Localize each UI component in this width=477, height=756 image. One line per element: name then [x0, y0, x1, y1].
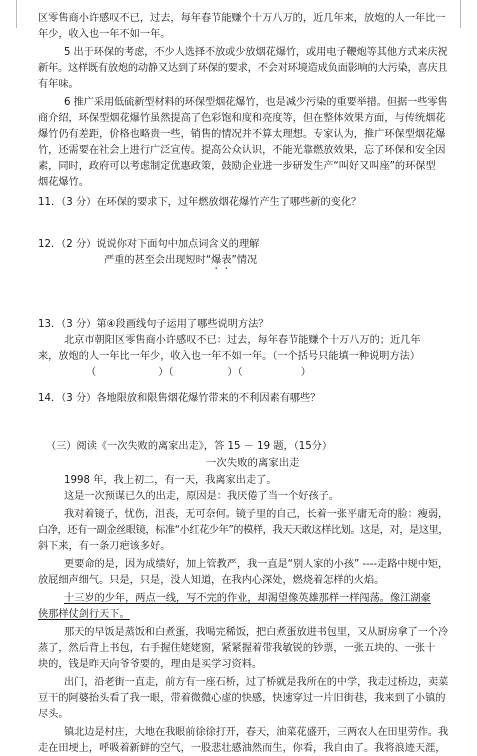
story-title: 一次失败的离家出走: [206, 457, 300, 469]
question-11: 11．（3 分）在环保的要求下，过年燃放烟花爆竹产生了哪些新的变化？: [38, 197, 362, 208]
story-p3-line-2: 白净，还有一副金丝眼镜，标准“小红花少年”的模样，我天天敢这样比划。这是，对，是这里，: [38, 525, 449, 536]
section-3-heading: （三）阅读《一次失败的离家出走》，答 15 － 19 题，（15分）: [46, 441, 333, 452]
para5-line-1: 5 出于环保的考虑，不少人选择不放或少放烟花爆竹，或用电子鞭炮等其他方式来庆祝: [64, 47, 448, 58]
story-p7-line-3: 尽头。: [38, 709, 69, 720]
para4-line-1: 区零售商小许感叹不已，过去，每年春节能赚个十万八万的，近几年来，放炮的人一年比一: [38, 13, 446, 24]
story-p5-line-1-underlined: 十三岁的少年，两点一线，写不完的作业，却渴望像英雄那样一样闯荡。像江湖豪: [64, 593, 431, 604]
blank-open-1: （: [86, 367, 97, 378]
story-p8-line-1: 镇北边是村庄，大地在我眼前徐徐打开，春天，油菜花盛开，三两农人在田里劳作。我: [64, 727, 449, 738]
story-p6-line-2: 蒸了，然后背上书包，右手握住姥姥窗，紧紧握着带我敏锐的钞票，一张五块的、一张十: [38, 643, 436, 654]
story-p8-line-2: 走在田埂上，呼吸着新鲜的空气，一股悲壮感油然而生，你看，我自由了。我将浪迹天涯，: [38, 743, 446, 754]
story-p6-line-1: 那天的早饭是蒸饭和白煮蛋，我喝完稀饭，把白煮蛋放进书包里，又从厨房拿了一个冷: [64, 627, 449, 638]
q12-dotted-word: 爆表: [211, 255, 232, 266]
blank-close: ）: [300, 367, 311, 378]
question-12-sentence: [104, 254, 257, 272]
para6-line-3: 爆竹仍有差距，价格也略贵一些，销售的情况并不算太理想。专家认为，推广环保型烟花爆: [38, 129, 446, 140]
story-p5-line-2-underlined: 侠那样仗剑行天下。: [38, 609, 130, 620]
question-12: 12．（2 分）说说你对下面句中加点词含义的理解: [38, 239, 260, 250]
story-p7-line-1: 出门，沿老街一直走，前方有一座石桥，过了桥就是我所在的中学，我走过桥边，卖菜: [64, 677, 449, 688]
story-p2: 这是一次预谋已久的出走，原因是：我厌倦了当一个好孩子。: [64, 491, 340, 502]
para5-line-2: 新年。这样既有放炮的动静又达到了环保的要求，不会对环境造成负面影响的大污染，喜庆且: [38, 63, 448, 74]
question-14: 14．（3 分）各地限放和限售烟花爆竹带来的不利因素有哪些？: [38, 393, 321, 404]
para6-line-4: 竹，还需要在社会上进行广泛宣传。提高公众认识，不能光靠燃放效果，忘了环保和安全因: [38, 145, 446, 156]
blank-mid-2: ）（: [227, 367, 243, 378]
story-p3-line-3: 斜下来，有一条刀疤该多好。: [38, 541, 171, 552]
para6-line-1: 6 推广采用低硫新型材料的环保型烟花爆竹，也是减少污染的重要举措。但据一些零售: [64, 97, 448, 108]
story-p6-line-3: 块的，钱是昨天向爷爷要的，理由是买学习资料。: [38, 659, 263, 670]
para6-line-2: 商介绍，环保型烟花爆竹虽然提高了色彩饱和度和亮度等，但在整体效果方面，与传统烟花: [38, 113, 446, 124]
question-13-quote-line-1: 北京市朝阳区零售商小许感叹不已：过去，每年春节能赚个十万八万的；近几年: [64, 335, 421, 346]
para6-line-6: 烟花爆竹。: [38, 177, 89, 188]
story-p3-line-1: 我对着镜子，忧伤，沮丧，无可奈何。镜子里的自己，长着一张平庸无奇的脸：瘦弱，: [64, 509, 449, 520]
question-13-quote-line-2: 来，放炮的人一年比一年少，收入也一年不如一年。（一个括号只能填一种说明方法）: [38, 351, 421, 362]
para5-line-3: 有年味。: [38, 79, 79, 90]
story-p7-line-2: 豆干的阿婆抬头看了我一眼，带着微微心虚的快感，快速穿过一片旧街巷，我来到了小镇的: [38, 693, 446, 704]
para6-line-5: 素，同时，政府可以考虑制定优惠政策，鼓励企业进一步研发生产“叫好又叫座”的环保型: [38, 161, 436, 172]
para4-line-2: 年少，收入也一年不如一年。: [38, 29, 171, 40]
crop-mark-top-right: [460, 0, 461, 28]
story-p1: 1998 年，我上初二，有一天，我离家出走了。: [64, 475, 277, 486]
blank-mid-1: ）（: [158, 367, 174, 378]
q12-text-before: 严重的甚至会出现短时“: [104, 255, 212, 266]
crop-mark-top-left: [16, 0, 17, 28]
story-p4-line-2: 放屁细声细气。只是，只是，没人知道，在我内心深处，燃烧着怎样的火焰。: [38, 575, 385, 586]
question-13: 13．（3 分）第④段画线句子运用了哪些说明方法？: [38, 319, 269, 330]
story-p4-line-1: 更要命的是，因为成绩好，加上管教严，我一直是“别人家的小孩” ----走路中规中矩，: [64, 559, 449, 570]
question-13-answer-blanks: [86, 366, 311, 380]
q12-text-after: ”情况: [231, 255, 258, 266]
